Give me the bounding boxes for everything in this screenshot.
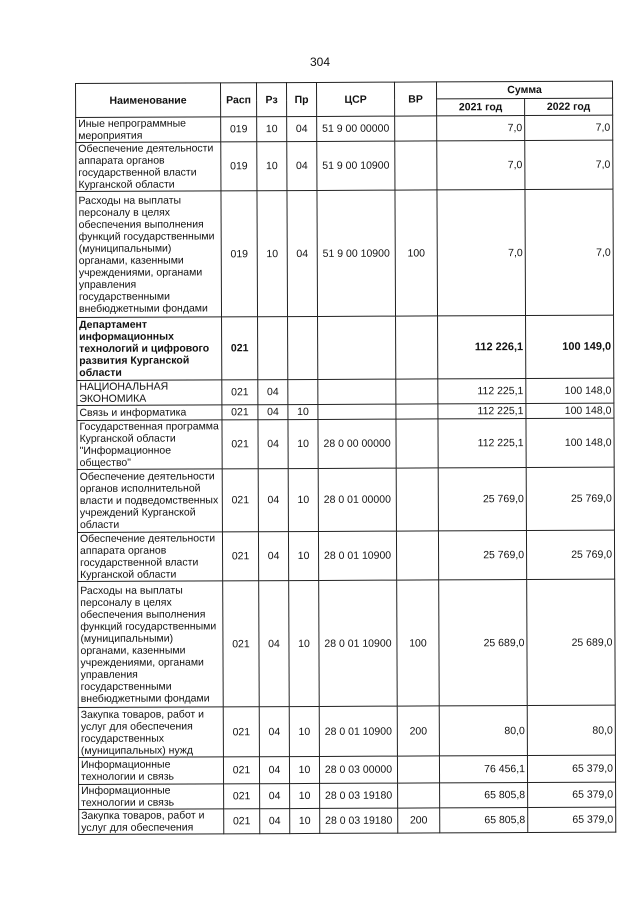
cell-pr: 10 bbox=[289, 580, 320, 706]
cell-pr: 10 bbox=[288, 468, 318, 531]
cell-rasp: 019 bbox=[221, 117, 257, 142]
cell-sum-2021: 25 769,0 bbox=[438, 531, 526, 580]
cell-pr: 10 bbox=[288, 531, 318, 580]
cell-vr: 100 bbox=[397, 580, 440, 706]
table-row bbox=[78, 705, 615, 757]
header-pr: Пр bbox=[287, 82, 317, 116]
cell-vr: 200 bbox=[397, 706, 439, 756]
header-sum: Сумма bbox=[436, 81, 612, 99]
cell-sum-2021: 112 225,1 bbox=[438, 404, 526, 419]
cell-vr bbox=[396, 316, 438, 379]
cell-sum-2021: 65 805,8 bbox=[440, 808, 528, 833]
cell-rasp: 021 bbox=[223, 707, 259, 757]
cell-sum-2022: 100 148,0 bbox=[526, 403, 614, 418]
cell-sum-2022: 80,0 bbox=[527, 705, 615, 755]
cell-sum-2021: 7,0 bbox=[437, 116, 525, 141]
table-row bbox=[79, 782, 616, 809]
cell-rz: 10 bbox=[257, 191, 288, 317]
cell-vr bbox=[396, 404, 438, 419]
cell-sum-2022: 7,0 bbox=[525, 140, 613, 189]
cell-sum-2021: 25 769,0 bbox=[438, 468, 526, 531]
cell-vr: 100 bbox=[395, 190, 438, 316]
cell-sum-2021: 7,0 bbox=[437, 141, 525, 190]
cell-pr: 04 bbox=[287, 141, 317, 190]
table-body bbox=[76, 115, 616, 834]
cell-sum-2022: 100 149,0 bbox=[526, 315, 614, 378]
cell-sum-2022: 25 769,0 bbox=[526, 530, 614, 579]
header-rasp: Расп bbox=[221, 83, 257, 117]
cell-name: Расходы на выплаты персоналу в целях обеспечения выполнения функций государственными (муниципальными) органами, казенными учреждениями, органами управления государственными внебюджетными фондами bbox=[76, 191, 222, 318]
cell-sum-2022: 65 379,0 bbox=[528, 782, 616, 807]
cell-name: Закупка товаров, работ и услуг для обеспечения государственных (муниципальных) нужд bbox=[78, 707, 223, 758]
header-rz: Рз bbox=[257, 83, 287, 117]
cell-rasp: 021 bbox=[223, 757, 259, 784]
cell-name: НАЦИОНАЛЬНАЯ ЭКОНОМИКА bbox=[77, 380, 222, 406]
header-vr: ВР bbox=[394, 82, 436, 116]
header-2021: 2021 год bbox=[437, 99, 525, 116]
cell-rz: 10 bbox=[257, 117, 287, 142]
cell-sum-2022: 25 689,0 bbox=[527, 579, 616, 705]
table-row bbox=[78, 755, 615, 784]
cell-name: Информационные технологии и связь bbox=[79, 784, 224, 810]
cell-vr bbox=[396, 379, 438, 404]
cell-csr: 51 9 00 10900 bbox=[317, 141, 395, 190]
cell-csr: 28 0 03 19180 bbox=[320, 808, 398, 833]
cell-name: Обеспечение деятельности аппарата органов государственной власти Курганской области bbox=[76, 142, 221, 192]
cell-sum-2022: 7,0 bbox=[525, 115, 613, 140]
cell-csr bbox=[318, 379, 396, 404]
cell-rasp: 021 bbox=[222, 420, 258, 469]
cell-sum-2021: 112 226,1 bbox=[438, 316, 526, 379]
cell-pr: 10 bbox=[289, 706, 319, 756]
cell-sum-2022: 65 379,0 bbox=[527, 755, 615, 782]
table-row bbox=[77, 530, 614, 581]
cell-vr bbox=[395, 141, 437, 190]
cell-name: Информационные технологии и связь bbox=[78, 757, 223, 785]
cell-sum-2022: 100 148,0 bbox=[526, 378, 614, 403]
cell-sum-2022: 25 769,0 bbox=[526, 467, 614, 530]
cell-pr: 04 bbox=[287, 190, 318, 316]
cell-rz: 04 bbox=[259, 757, 289, 784]
cell-csr: 28 0 01 10900 bbox=[318, 531, 396, 580]
page-number: 304 bbox=[309, 55, 331, 69]
cell-rasp: 019 bbox=[221, 191, 258, 317]
cell-sum-2021: 7,0 bbox=[437, 190, 526, 316]
cell-pr bbox=[288, 316, 318, 379]
cell-pr: 10 bbox=[290, 808, 320, 833]
cell-rz: 04 bbox=[258, 380, 288, 405]
cell-rasp: 021 bbox=[222, 317, 258, 380]
cell-rz: 04 bbox=[258, 532, 288, 581]
table-row bbox=[79, 807, 616, 834]
cell-rasp: 021 bbox=[224, 809, 260, 834]
cell-sum-2021: 112 225,1 bbox=[438, 379, 526, 404]
budget-table bbox=[75, 81, 616, 835]
cell-vr bbox=[395, 116, 437, 141]
cell-rz: 04 bbox=[258, 420, 288, 469]
cell-name: Государственная программа Курганской области "Информационное общество" bbox=[77, 420, 222, 470]
cell-sum-2021: 80,0 bbox=[439, 706, 527, 756]
cell-rasp: 021 bbox=[222, 532, 258, 581]
cell-sum-2021: 76 456,1 bbox=[439, 756, 527, 783]
table-row bbox=[76, 189, 614, 317]
cell-rz: 04 bbox=[260, 784, 290, 809]
header-name: Наименование bbox=[76, 83, 221, 118]
cell-csr: 28 0 00 00000 bbox=[318, 419, 396, 468]
cell-name: Иные непрограммные мероприятия bbox=[76, 117, 221, 143]
cell-rasp: 021 bbox=[222, 469, 258, 532]
cell-sum-2022: 7,0 bbox=[525, 189, 614, 315]
cell-rasp: 021 bbox=[222, 380, 258, 405]
table-row bbox=[77, 315, 614, 380]
header-csr: ЦСР bbox=[316, 82, 394, 116]
table-row bbox=[77, 467, 614, 532]
table-row bbox=[77, 418, 614, 469]
cell-rz bbox=[258, 317, 288, 380]
table-row bbox=[77, 378, 614, 405]
cell-sum-2022: 65 379,0 bbox=[528, 807, 616, 832]
table-row bbox=[76, 115, 613, 142]
cell-vr bbox=[396, 468, 438, 531]
cell-rasp: 021 bbox=[222, 405, 258, 420]
cell-name: Расходы на выплаты персоналу в целях обеспечения выполнения функций государственными (муниципальными) органами, казенными учреждениями, органами управления государственными внебюджетными фондами bbox=[78, 581, 224, 708]
cell-vr: 200 bbox=[398, 808, 440, 833]
cell-csr: 28 0 01 10900 bbox=[319, 706, 397, 756]
cell-name: Закупка товаров, работ и услуг для обеспечения bbox=[79, 809, 224, 835]
cell-name: Обеспечение деятельности органов исполнительной власти и подведомственных учреждений Курганской области bbox=[77, 469, 222, 533]
cell-sum-2022: 100 148,0 bbox=[526, 418, 614, 467]
header-2022: 2022 год bbox=[525, 98, 613, 115]
cell-pr: 10 bbox=[289, 756, 319, 783]
cell-rasp: 021 bbox=[224, 784, 260, 809]
cell-vr bbox=[396, 419, 438, 468]
cell-rz: 10 bbox=[257, 142, 287, 191]
cell-pr: 10 bbox=[288, 419, 318, 468]
cell-vr bbox=[398, 783, 440, 808]
cell-name: Департамент информационных технологий и цифрового развития Курганской области bbox=[77, 317, 222, 381]
cell-csr: 28 0 03 19180 bbox=[320, 783, 398, 808]
cell-sum-2021: 112 225,1 bbox=[438, 419, 526, 468]
cell-rz: 04 bbox=[259, 581, 290, 707]
cell-rz: 04 bbox=[258, 405, 288, 420]
cell-csr: 28 0 01 00000 bbox=[318, 468, 396, 531]
cell-rz: 04 bbox=[258, 469, 288, 532]
cell-rz: 04 bbox=[260, 809, 290, 834]
cell-pr: 04 bbox=[287, 116, 317, 141]
cell-vr bbox=[397, 756, 439, 783]
cell-name: Связь и информатика bbox=[77, 405, 222, 421]
cell-csr bbox=[318, 316, 396, 379]
cell-rasp: 019 bbox=[221, 142, 257, 191]
cell-name: Обеспечение деятельности аппарата органов государственной власти Курганской области bbox=[77, 532, 222, 582]
cell-csr bbox=[318, 404, 396, 419]
cell-sum-2021: 65 805,8 bbox=[440, 783, 528, 808]
cell-csr: 28 0 03 00000 bbox=[319, 756, 397, 783]
table-row bbox=[76, 140, 613, 191]
cell-pr bbox=[288, 379, 318, 404]
cell-csr: 51 9 00 10900 bbox=[317, 190, 396, 316]
cell-pr: 10 bbox=[288, 404, 318, 419]
cell-csr: 51 9 00 00000 bbox=[317, 116, 395, 141]
table-row bbox=[78, 579, 616, 707]
cell-sum-2021: 25 689,0 bbox=[439, 580, 528, 706]
cell-rasp: 021 bbox=[223, 581, 260, 707]
cell-rz: 04 bbox=[259, 707, 289, 757]
cell-pr: 10 bbox=[290, 783, 320, 808]
cell-csr: 28 0 01 10900 bbox=[319, 580, 398, 706]
cell-vr bbox=[396, 531, 438, 580]
